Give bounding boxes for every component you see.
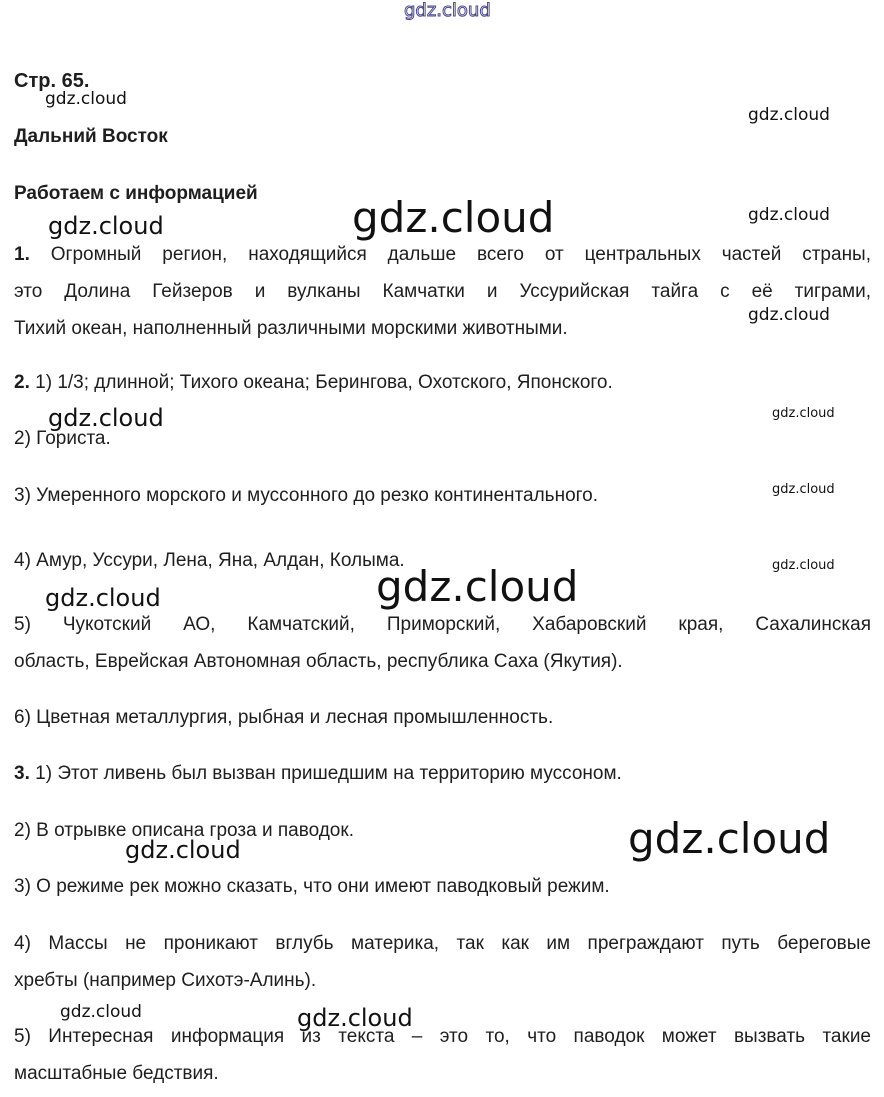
answer-item	[14, 236, 871, 347]
item-line: 2) В отрывке описана гроза и паводок.	[14, 820, 354, 841]
watermark: gdz.cloud	[60, 1002, 142, 1022]
item-line: область, Еврейская Автономная область, республика Саха (Якутия).	[14, 651, 623, 672]
answer-item	[14, 699, 871, 736]
item-line: 4) Амур, Уссури, Лена, Яна, Алдан, Колыма.	[14, 550, 405, 571]
item-line: хребты (например Сихотэ-Алинь).	[14, 970, 317, 991]
watermark: gdz.cloud	[48, 404, 164, 432]
item-number: 2.	[14, 372, 30, 393]
item-line: 1) 1/3; длинной; Тихого океана; Берингова, Охотского, Японского.	[35, 372, 613, 393]
watermark: gdz.cloud	[376, 562, 579, 611]
item-line: 3) Умеренного морского и муссонного до резко континентального.	[14, 485, 598, 506]
item-line: 1) Этот ливень был вызван пришедшим на территорию муссоном.	[35, 763, 622, 784]
watermark: gdz.cloud	[125, 836, 241, 864]
watermark: gdz.cloud	[772, 482, 835, 497]
item-line: Огромный регион, находящийся дальше всего от центральных частей страны,	[50, 244, 871, 265]
answer-item	[14, 925, 871, 999]
watermark: gdz.cloud	[772, 406, 835, 421]
watermark: gdz.cloud	[45, 584, 161, 612]
watermark: gdz.cloud	[352, 193, 555, 242]
answer-item	[14, 868, 871, 905]
page-title: Дальний Восток	[14, 126, 168, 147]
item-line: 5) Интересная информация из текста – это то, что паводок может вызвать такие	[14, 1026, 871, 1047]
watermark: gdz.cloud	[772, 558, 835, 573]
watermark: gdz.cloud	[628, 814, 831, 863]
item-line: 6) Цветная металлургия, рыбная и лесная промышленность.	[14, 707, 554, 728]
item-line: масштабные бедствия.	[14, 1063, 219, 1084]
watermark: gdz.cloud	[297, 1004, 413, 1032]
item-line: 4) Массы не проникают вглубь материка, так как им преграждают путь береговые	[14, 933, 871, 954]
answer-item	[14, 606, 871, 680]
watermark: gdz.cloud	[748, 105, 830, 125]
watermark: gdz.cloud	[748, 205, 830, 225]
item-line: это Долина Гейзеров и вулканы Камчатки и Уссурийская тайга с её тиграми,	[14, 281, 871, 302]
page-label: Стр. 65.	[14, 70, 90, 92]
item-line: 3) О режиме рек можно сказать, что они имеют паводковый режим.	[14, 876, 610, 897]
watermark: gdz.cloud	[48, 212, 164, 240]
answer-item	[14, 477, 871, 514]
watermark: gdz.cloud	[45, 89, 127, 109]
watermark: gdz.cloud	[404, 0, 491, 21]
answer-item	[14, 364, 871, 401]
item-line: 2) Гориста.	[14, 428, 111, 449]
watermark: gdz.cloud	[748, 305, 830, 325]
answer-item	[14, 1018, 871, 1092]
item-number: 3.	[14, 763, 30, 784]
item-line: Тихий океан, наполненный различными морскими животными.	[14, 318, 568, 339]
item-line: 5) Чукотский АО, Камчатский, Приморский, Хабаровский края, Сахалинская	[14, 614, 871, 635]
answer-item	[14, 755, 871, 792]
item-number: 1.	[14, 244, 30, 265]
section-heading: Работаем с информацией	[14, 183, 258, 204]
